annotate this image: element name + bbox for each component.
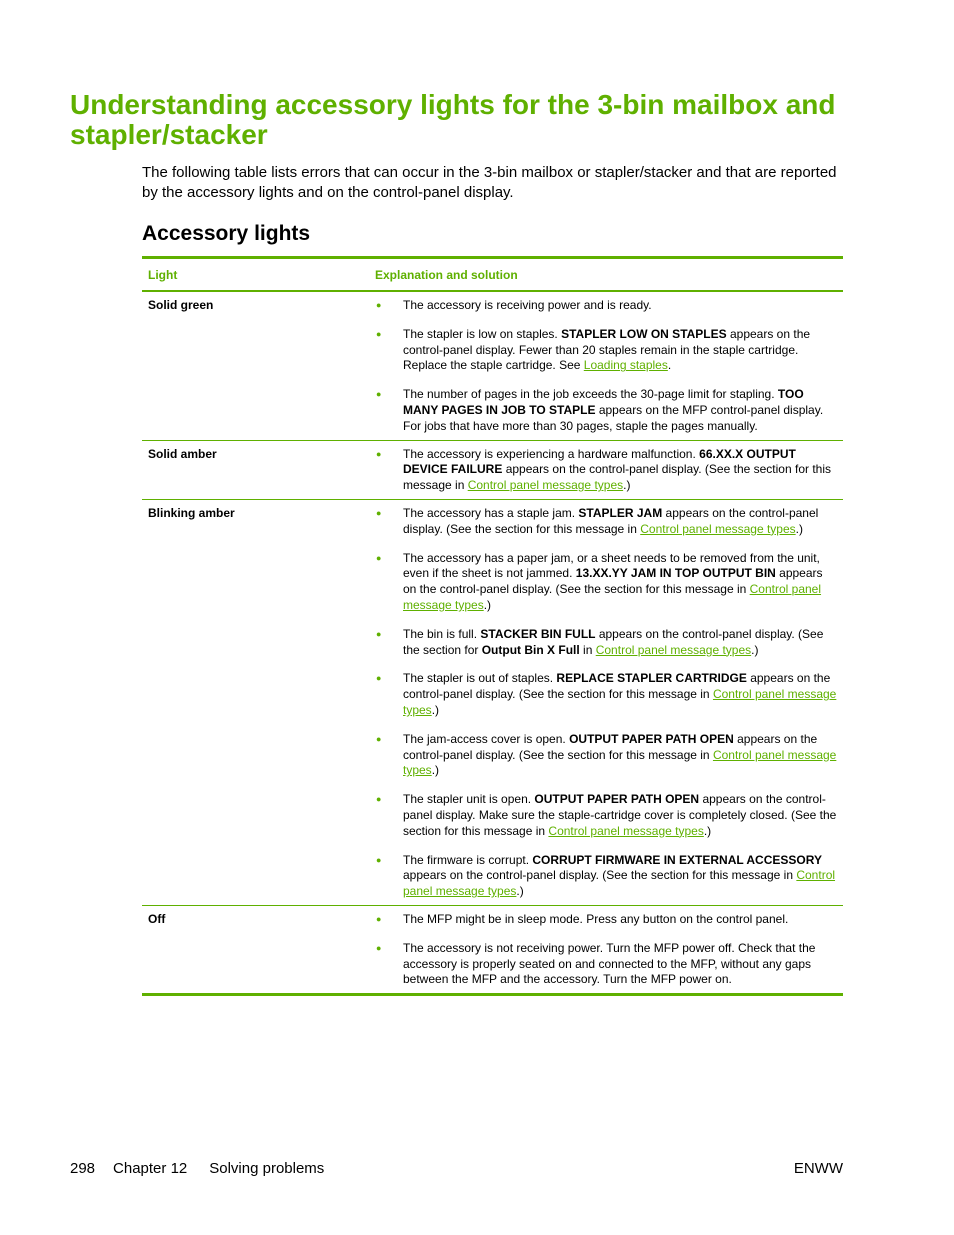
accessory-lights-table: [142, 256, 843, 996]
bullet-icon: ●: [376, 942, 382, 953]
light-state: Solid green: [148, 298, 214, 312]
table-header: [142, 259, 843, 292]
list-item: [375, 627, 839, 659]
text-run: The accessory has a staple jam.: [403, 505, 579, 520]
list-item: [375, 506, 839, 538]
bullet-icon: ●: [376, 794, 382, 805]
list-item: [375, 551, 839, 614]
list-item: [375, 853, 839, 900]
list-item: [375, 732, 839, 779]
text-run: .): [795, 521, 803, 536]
bullet-icon: ●: [376, 328, 382, 339]
item-text: [403, 912, 839, 928]
text-run: appears on the control-panel display. (See the section for: [403, 626, 824, 657]
text-run: The accessory is not receiving power. Turn the MFP power off. Check that the accessory is properly seated on and connected to the MFP, without any gaps between the MFP and the accessory. Turn the MFP power on.: [403, 940, 816, 987]
table-row: [142, 292, 843, 441]
text-run: The number of pages in the job exceeds the 30-page limit for stapling.: [403, 387, 778, 402]
text-run: .): [483, 597, 492, 612]
bullet-icon: ●: [376, 673, 382, 684]
cross-reference-link[interactable]: Control panel message types: [403, 687, 837, 717]
text-run: appears on the MFP control-panel display. For jobs that have more than 30 pages, staple the pages manually.: [403, 402, 824, 433]
text-run: The accessory has a paper jam, or a sheet needs to be removed from the unit, even if the sheet is not jammed.: [403, 550, 820, 581]
cross-reference-link[interactable]: Control panel message types: [595, 642, 752, 657]
message-text: REPLACE STAPLER CARTRIDGE: [556, 671, 747, 686]
message-text: STAPLER LOW ON STAPLES: [561, 326, 727, 341]
cross-reference-link[interactable]: Loading staples: [583, 358, 668, 373]
item-text: [403, 941, 839, 988]
text-run: appears on the control-panel display. (See the section for this message in: [403, 462, 831, 493]
item-text: [403, 327, 839, 374]
text-run: The firmware is corrupt.: [403, 852, 533, 867]
item-text: [403, 298, 839, 314]
light-state: Off: [148, 911, 166, 926]
header-explanation: Explanation and solution: [375, 268, 518, 282]
page-title: Understanding accessory lights for the 3-bin mailbox and stapler/stacker: [70, 89, 836, 150]
list-item: [375, 298, 839, 314]
message-text: STAPLER JAM: [578, 505, 663, 520]
table-row: [142, 906, 843, 993]
message-text: OUTPUT PAPER PATH OPEN: [534, 792, 700, 807]
bullet-icon: ●: [376, 733, 382, 744]
text-run: .): [703, 823, 712, 838]
item-text: [403, 506, 839, 538]
message-text: TOO MANY PAGES IN JOB TO STAPLE: [403, 387, 804, 417]
explanation-cell: [375, 441, 843, 499]
bullet-icon: ●: [376, 389, 382, 400]
message-text: STACKER BIN FULL: [480, 626, 596, 641]
bullet-icon: ●: [376, 300, 382, 310]
item-text: [403, 551, 839, 614]
text-run: in: [579, 642, 596, 657]
text-run: appears on the control-panel display. (See the section for this message in: [403, 671, 831, 702]
text-run: The MFP might be in sleep mode. Press any button on the control panel.: [403, 911, 789, 926]
text-run: appears on the control-panel display. Make sure the staple-cartridge cover is completely closed. (See the section for this message in: [403, 792, 837, 838]
item-text: [403, 853, 839, 900]
light-state: Blinking amber: [148, 505, 235, 520]
table-row: [142, 500, 843, 906]
item-text: [403, 447, 839, 494]
explanation-cell: [375, 500, 843, 905]
item-text: [403, 387, 839, 434]
explanation-cell: [375, 292, 843, 440]
text-run: The jam-access cover is open.: [403, 731, 570, 746]
bullet-icon: ●: [376, 628, 382, 639]
list-item: [375, 387, 839, 434]
text-run: appears on the control-panel display. (See the section for this message in: [403, 566, 823, 597]
list-item: [375, 671, 839, 718]
message-text: Output Bin X Full: [481, 642, 580, 657]
text-run: The stapler is low on staples.: [403, 326, 562, 341]
header-light: Light: [148, 268, 178, 282]
table-body: [142, 292, 843, 993]
doc-code: ENWW: [793, 1160, 843, 1177]
message-text: 13.XX.YY JAM IN TOP OUTPUT BIN: [575, 566, 776, 581]
section-heading: Accessory lights: [142, 222, 311, 245]
list-item: [375, 447, 839, 494]
list-item: [375, 792, 839, 839]
bullet-icon: ●: [376, 448, 382, 459]
cross-reference-link[interactable]: Control panel message types: [467, 478, 624, 493]
bullet-icon: ●: [376, 913, 382, 924]
text-run: appears on the control-panel display. Fewer than 20 staples remain in the staple cartridge. Replace the staple cartridge. See: [403, 326, 811, 373]
text-run: .): [516, 884, 524, 899]
message-text: OUTPUT PAPER PATH OPEN: [569, 731, 734, 746]
text-run: The stapler is out of staples.: [403, 671, 557, 686]
bullet-icon: ●: [376, 507, 382, 518]
explanation-cell: [375, 906, 843, 993]
table-row: [142, 441, 843, 500]
cross-reference-link[interactable]: Control panel message types: [548, 823, 704, 838]
light-state: Solid amber: [148, 446, 217, 461]
text-run: The accessory is experiencing a hardware malfunction.: [403, 446, 700, 461]
chapter-label: Chapter 12: [113, 1160, 188, 1177]
list-item: [375, 912, 839, 928]
text-run: .): [431, 763, 440, 778]
page-number: 298: [70, 1160, 96, 1177]
intro-paragraph: The following table lists errors that can occur in the 3-bin mailbox or stapler/stacker and that are reported by the accessory lights and on the control-panel display.: [142, 164, 837, 201]
list-item: [375, 327, 839, 374]
cross-reference-link[interactable]: Control panel message types: [640, 521, 796, 536]
message-text: CORRUPT FIRMWARE IN EXTERNAL ACCESSORY: [532, 852, 822, 867]
list-item: [375, 941, 839, 988]
text-run: .: [667, 358, 672, 373]
text-run: The accessory is receiving power and is ready.: [403, 298, 652, 312]
item-text: [403, 627, 839, 659]
item-text: [403, 792, 839, 839]
text-run: appears on the control-panel display. (See the section for this message in: [403, 731, 818, 762]
text-run: .): [623, 478, 631, 493]
text-run: The stapler unit is open.: [403, 792, 535, 807]
bullet-icon: ●: [376, 854, 382, 865]
item-text: [403, 671, 839, 718]
cross-reference-link[interactable]: Control panel message types: [403, 582, 822, 612]
bullet-icon: ●: [376, 552, 382, 563]
message-text: 66.XX.X OUTPUT DEVICE FAILURE: [403, 446, 796, 477]
text-run: .): [751, 642, 759, 657]
page-footer: [70, 1159, 843, 1178]
text-run: .): [431, 702, 440, 717]
chapter-title: Solving problems: [209, 1160, 325, 1177]
text-run: The bin is full.: [403, 626, 481, 641]
cross-reference-link[interactable]: Control panel message types: [403, 868, 836, 899]
item-text: [403, 732, 839, 779]
cross-reference-link[interactable]: Control panel message types: [403, 747, 837, 778]
text-run: appears on the control-panel display. (See the section for this message in: [403, 505, 819, 536]
text-run: appears on the control-panel display. (See the section for this message in: [403, 868, 797, 883]
